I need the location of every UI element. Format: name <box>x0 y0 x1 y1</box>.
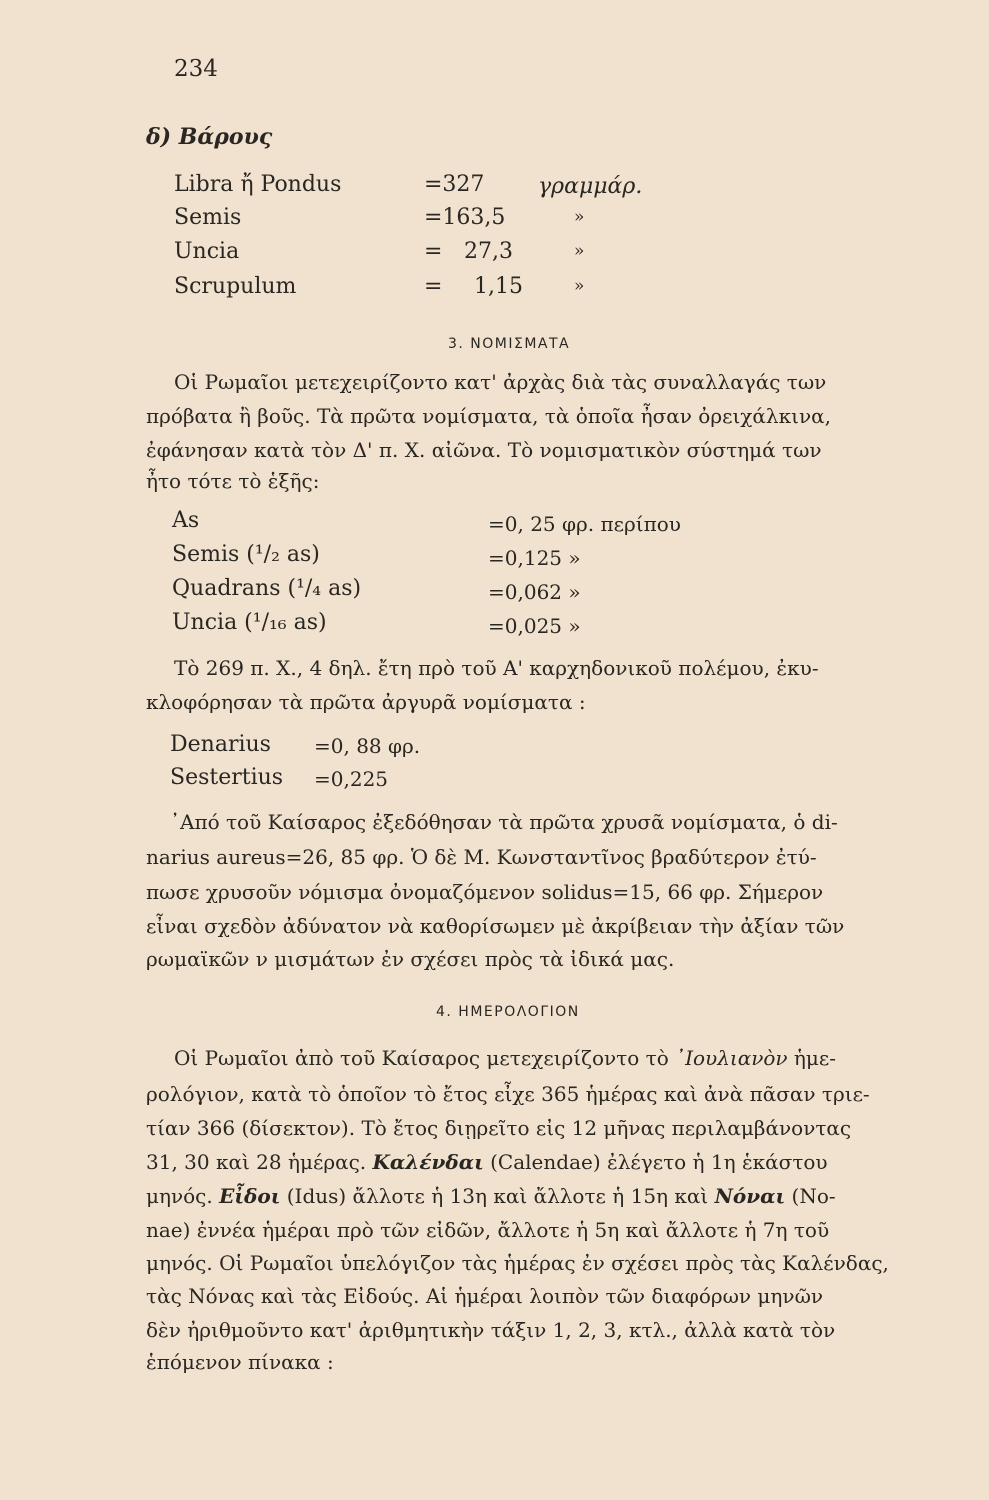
coins-middle-line: Τὸ 269 π. Χ., 4 δηλ. ἔτη πρὸ τοῦ Α' καρχηδονικοῦ πολέμου, ἐκυ- <box>174 656 819 680</box>
coin-value: =0,062 » <box>488 580 581 604</box>
coins-intro-line: Οἱ Ρωμαῖοι μετεχειρίζοντο κατ' ἀρχὰς διὰ τὰς συναλλαγάς των <box>174 370 827 394</box>
weight-name: Semis <box>174 205 242 230</box>
weight-eq: = <box>424 274 443 299</box>
gold-line: εἶναι σχεδὸν ἀδύνατον νὰ καθορίσωμεν μὲ ἀκρίβειαν τὴν ἀξίαν τῶν <box>146 914 845 938</box>
calendar-line <box>146 1150 828 1174</box>
weight-eq: =327 <box>424 172 485 197</box>
calendar-term: Νόναι <box>714 1184 786 1208</box>
calendar-text: (Idus) ἄλλοτε ἡ 13η καὶ ἄλλοτε ἡ 15η καὶ <box>280 1184 715 1208</box>
calendar-term: Καλένδαι <box>372 1150 484 1174</box>
calendar-term: ᾿Ιουλιανὸν <box>675 1046 788 1070</box>
page-number: 234 <box>174 56 218 82</box>
calendar-line: τὰς Νόνας καὶ τὰς Εἰδούς. Αἱ ἡμέραι λοιπὸν τῶν διαφόρων μηνῶν <box>146 1284 824 1308</box>
coin-value: =0,025 » <box>488 614 581 638</box>
weight-unit: γραμμάρ. <box>538 174 643 199</box>
weight-name: Libra ἤ Pondus <box>174 172 342 197</box>
calendar-text: (Νο- <box>785 1184 836 1208</box>
calendar-text: ἡμε- <box>787 1046 837 1070</box>
calendar-line <box>174 1046 836 1070</box>
calendar-text: (Calendae) ἐλέγετο ἡ 1η ἑκάστου <box>483 1150 828 1174</box>
silver-name: Sestertius <box>170 765 284 790</box>
calendar-text: Οἱ Ρωμαῖοι ἀπὸ τοῦ Καίσαρος μετεχειρίζοντο τὸ <box>174 1046 676 1070</box>
calendar-text: μηνός. <box>146 1184 220 1208</box>
silver-value: =0,225 <box>314 767 389 791</box>
weight-unit: » <box>574 276 585 296</box>
coin-name: As <box>172 508 200 533</box>
weight-value: 1,15 <box>474 274 523 299</box>
calendar-text: 31, 30 καὶ 28 ἡμέρας. <box>146 1150 373 1174</box>
coin-name: Semis (¹/₂ as) <box>172 542 320 567</box>
calendar-term: Εἶδοι <box>219 1184 281 1208</box>
calendar-line: δὲν ἠριθμοῦντο κατ' ἀριθμητικὴν τάξιν 1, 2, 3, κτλ., ἀλλὰ κατὰ τὸν <box>146 1318 836 1342</box>
weight-value: 27,3 <box>464 239 513 264</box>
coin-name: Uncia (¹/₁₆ as) <box>172 610 327 635</box>
coin-value: =0, 25 φρ. περίπου <box>488 512 681 536</box>
calendar-line: ἑπόμενον πίνακα : <box>146 1350 334 1374</box>
silver-name: Denarius <box>170 732 271 757</box>
gold-line: ᾿Από τοῦ Καίσαρος ἐξεδόθησαν τὰ πρῶτα χρυσᾶ νομίσματα, ὁ di- <box>170 810 838 834</box>
coins-intro-line: ἐφάνησαν κατὰ τὸν Δ' π. Χ. αἰῶνα. Τὸ νομισματικὸν σύστημά των <box>146 438 822 462</box>
coins-intro-line: ἦτο τότε τὸ ἑξῆς: <box>146 469 320 493</box>
weights-heading: δ) Βάρους <box>146 124 273 150</box>
calendar-line: μηνός. Οἱ Ρωμαῖοι ὑπελόγιζον τὰς ἡμέρας ἐν σχέσει πρὸς τὰς Καλένδας, <box>146 1251 889 1275</box>
gold-line: πωσε χρυσοῦν νόμισμα ὀνομαζόμενον solidus=15, 66 φρ. Σήμερον <box>146 880 824 904</box>
calendar-line <box>146 1184 836 1208</box>
silver-value: =0, 88 φρ. <box>314 734 421 758</box>
gold-line: narius aureus=26, 85 φρ. Ὁ δὲ Μ. Κωνσταντῖνος βραδύτερον ἐτύ- <box>146 845 817 869</box>
weight-eq: =163,5 <box>424 205 506 230</box>
section-title-coins: 3. ΝΟΜΙΣΜΑΤΑ <box>448 336 571 352</box>
coin-value: =0,125 » <box>488 546 581 570</box>
calendar-line: τίαν 366 (δίσεκτον). Τὸ ἔτος διῃρεῖτο εἰς 12 μῆνας περιλαμβάνοντας <box>146 1116 852 1140</box>
weight-eq: = <box>424 239 443 264</box>
weight-name: Scrupulum <box>174 274 297 299</box>
weight-unit: » <box>574 207 585 227</box>
weight-unit: » <box>574 241 585 261</box>
weight-name: Uncia <box>174 239 240 264</box>
coins-middle-line: κλοφόρησαν τὰ πρῶτα ἀργυρᾶ νομίσματα : <box>146 690 586 714</box>
coins-intro-line: πρόβατα ἢ βοῦς. Τὰ πρῶτα νομίσματα, τὰ ὁποῖα ἦσαν ὀρειχάλκινα, <box>146 404 831 428</box>
gold-line: ρωμαϊκῶν ν μισμάτων ἐν σχέσει πρὸς τὰ ἰδικά μας. <box>146 947 675 971</box>
section-title-calendar: 4. ΗΜΕΡΟΛΟΓΙΟΝ <box>436 1004 580 1020</box>
calendar-line: nae) ἐννέα ἡμέραι πρὸ τῶν εἰδῶν, ἄλλοτε ἡ 5η καὶ ἄλλοτε ἡ 7η τοῦ <box>146 1218 830 1242</box>
coin-name: Quadrans (¹/₄ as) <box>172 576 362 601</box>
calendar-line: ρολόγιον, κατὰ τὸ ὁποῖον τὸ ἔτος εἶχε 365 ἡμέρας καὶ ἀνὰ πᾶσαν τριε- <box>146 1082 870 1106</box>
